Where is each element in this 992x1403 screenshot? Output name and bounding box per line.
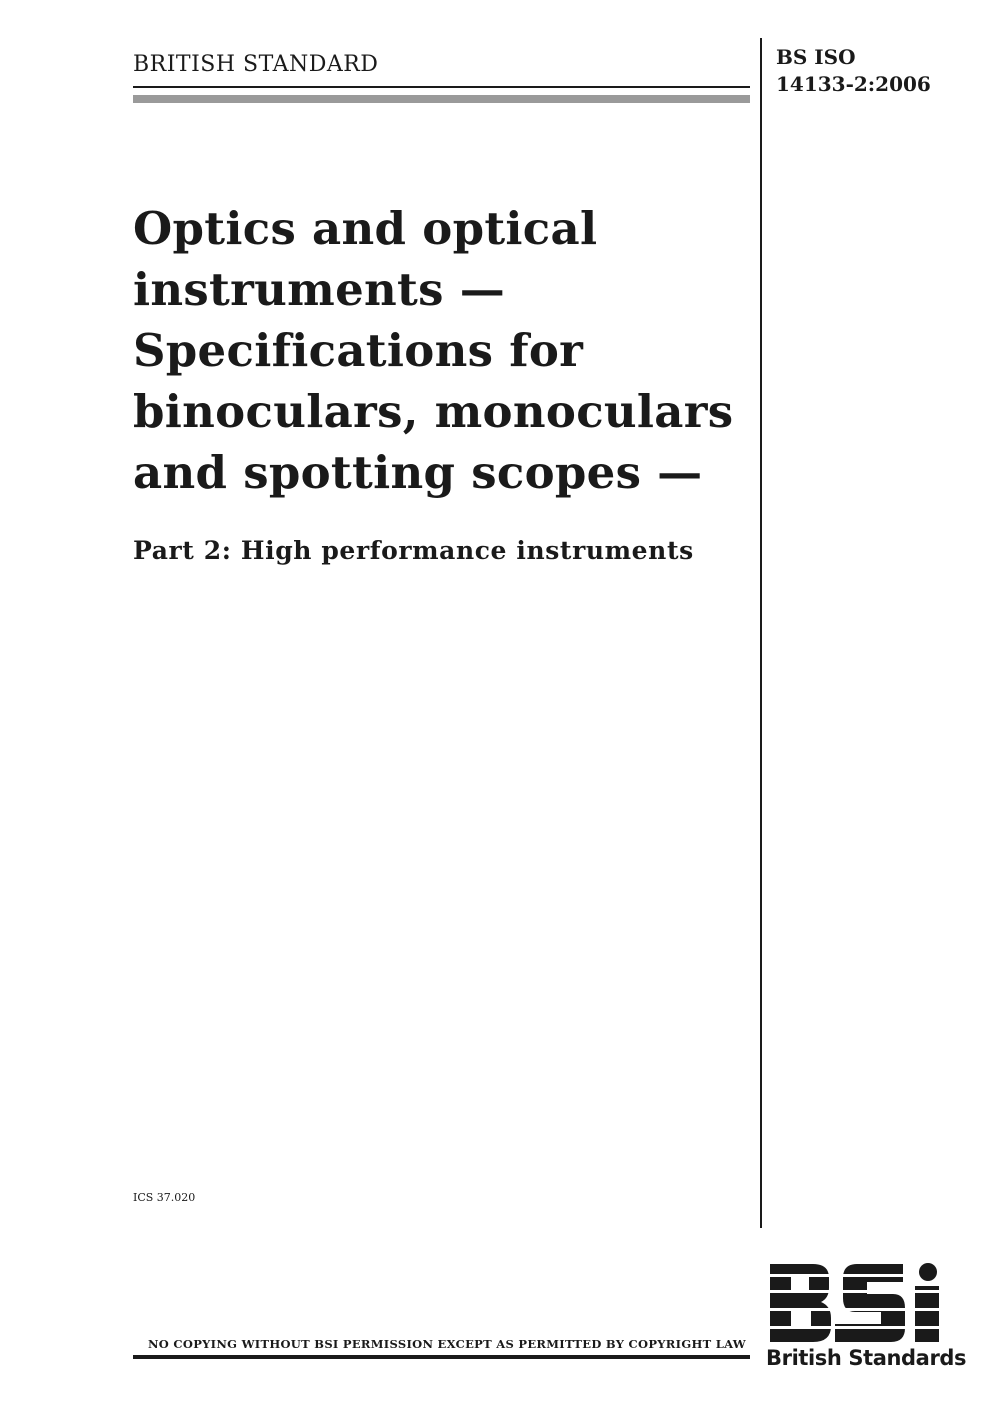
standard-number-line1: BS ISO xyxy=(776,45,856,69)
title-line: and spotting scopes — xyxy=(133,446,703,499)
title-line: Specifications for xyxy=(133,324,584,377)
title-line: instruments — xyxy=(133,263,506,316)
vertical-divider xyxy=(760,38,762,1228)
ics-code: ICS 37.020 xyxy=(133,1191,196,1204)
document-subtitle: Part 2: High performance instruments xyxy=(133,536,694,565)
bsi-logo-caption: British Standards xyxy=(766,1346,967,1370)
title-line: binoculars, monoculars xyxy=(133,385,734,438)
standard-number xyxy=(776,44,931,98)
document-title xyxy=(133,198,753,503)
footer-rule xyxy=(133,1355,750,1359)
title-line: Optics and optical xyxy=(133,202,598,255)
copyright-notice: NO COPYING WITHOUT BSI PERMISSION EXCEPT AS PERMITTED BY COPYRIGHT LAW xyxy=(148,1337,747,1351)
header-label: BRITISH STANDARD xyxy=(133,52,379,77)
header-rule-thin xyxy=(133,86,750,88)
standard-number-line2: 14133-2:2006 xyxy=(776,72,931,96)
header-rule-thick xyxy=(133,95,750,103)
